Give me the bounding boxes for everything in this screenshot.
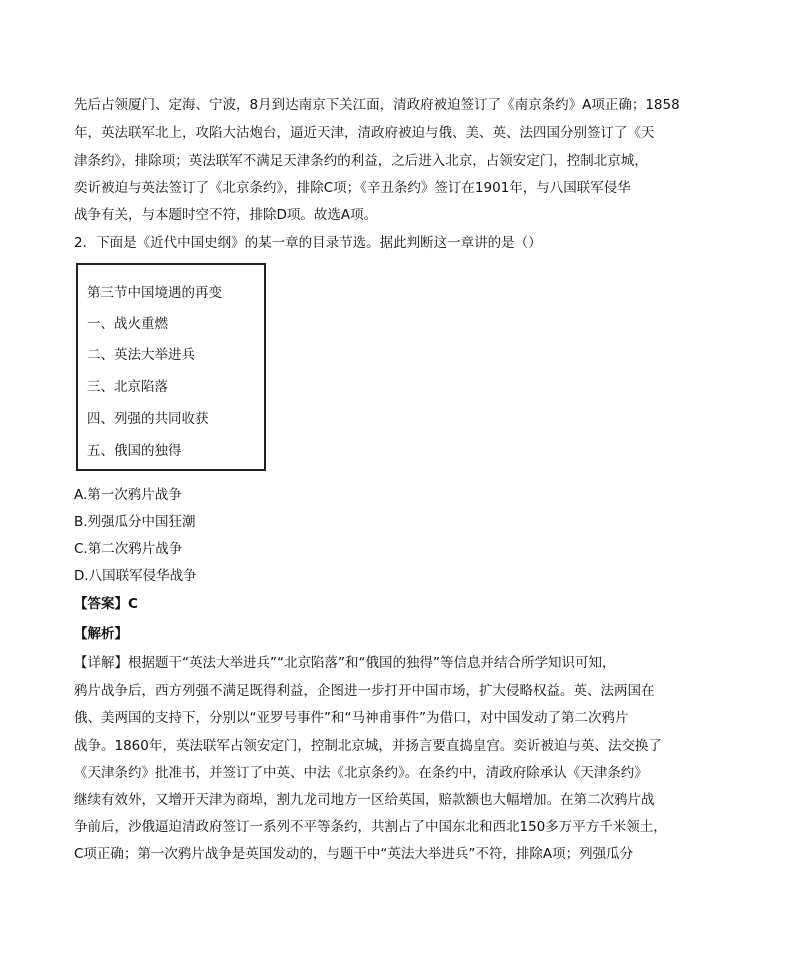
paragraph-line: 争前后，沙俄逼迫清政府签订一系列不平等条约，共割占了中国东北和西北150多万平方千米领土，	[74, 819, 667, 835]
paragraph-line: 先后占领厦门、定海、宁波，8月到达南京下关江面，清政府被迫签订了《南京条约》A项正确；1858	[74, 97, 680, 113]
option-b: B.列强瓜分中国狂潮	[74, 514, 196, 530]
answer-label: 【答案】C	[74, 596, 138, 612]
paragraph-line: C项正确；第一次鸦片战争是英国发动的，与题干中“英法大举进兵”不符，排除A项；列强瓜分	[74, 846, 634, 862]
table-of-contents-box	[76, 263, 266, 471]
paragraph-line: 俄、美两国的支持下，分别以“亚罗号事件”和“马神甫事件”为借口，对中国发动了第二次鸦片	[74, 710, 629, 726]
paragraph-line: 继续有效外，又增开天津为商埠，割九龙司地方一区给英国，赔款额也大幅增加。在第二次鸦片战	[74, 792, 655, 808]
question-2: 2．下面是《近代中国史纲》的某一章的目录节选。据此判断这一章讲的是（）	[74, 235, 542, 251]
paragraph-line: 【详解】根据题干“英法大举进兵”“北京陷落”和“俄国的独得”等信息并结合所学知识可知，	[74, 655, 616, 671]
paragraph-line: 战争。1860年，英法联军占领安定门，控制北京城，并扬言要直捣皇宫。奕䜣被迫与英、法交换了	[74, 738, 662, 754]
analysis-label: 【解析】	[74, 626, 128, 642]
option-c: C.第二次鸦片战争	[74, 541, 183, 557]
toc-item: 三、北京陷落	[87, 379, 168, 395]
paragraph-line: 津条约》，排除项；英法联军不满足天津条约的利益，之后进入北京，占领安定门，控制北京城，	[74, 153, 648, 169]
paragraph-line: 奕䜣被迫与英法签订了《北京条约》，排除C项；《辛丑条约》签订在1901年，与八国联军侵华	[74, 180, 631, 196]
paragraph-line: 《天津条约》批准书，并签订了中英、中法《北京条约》。在条约中，清政府除承认《天津条约》	[74, 765, 648, 781]
toc-item: 二、英法大举进兵	[87, 347, 195, 363]
option-a: A.第一次鸦片战争	[74, 487, 182, 503]
toc-item: 四、列强的共同收获	[87, 411, 209, 427]
toc-item: 五、俄国的独得	[87, 443, 182, 459]
option-d: D.八国联军侵华战争	[74, 568, 197, 584]
paragraph-line: 战争有关，与本题时空不符，排除D项。故选A项。	[74, 207, 378, 223]
paragraph-line: 鸦片战争后，西方列强不满足既得利益，企图进一步打开中国市场，扩大侵略权益。英、法两国在	[74, 683, 655, 699]
paragraph-line: 年，英法联军北上，攻陷大沽炮台，逼近天津，清政府被迫与俄、美、英、法四国分别签订了《天	[74, 125, 655, 141]
toc-item: 一、战火重燃	[87, 316, 168, 332]
toc-title: 第三节中国境遇的再变	[87, 285, 222, 301]
